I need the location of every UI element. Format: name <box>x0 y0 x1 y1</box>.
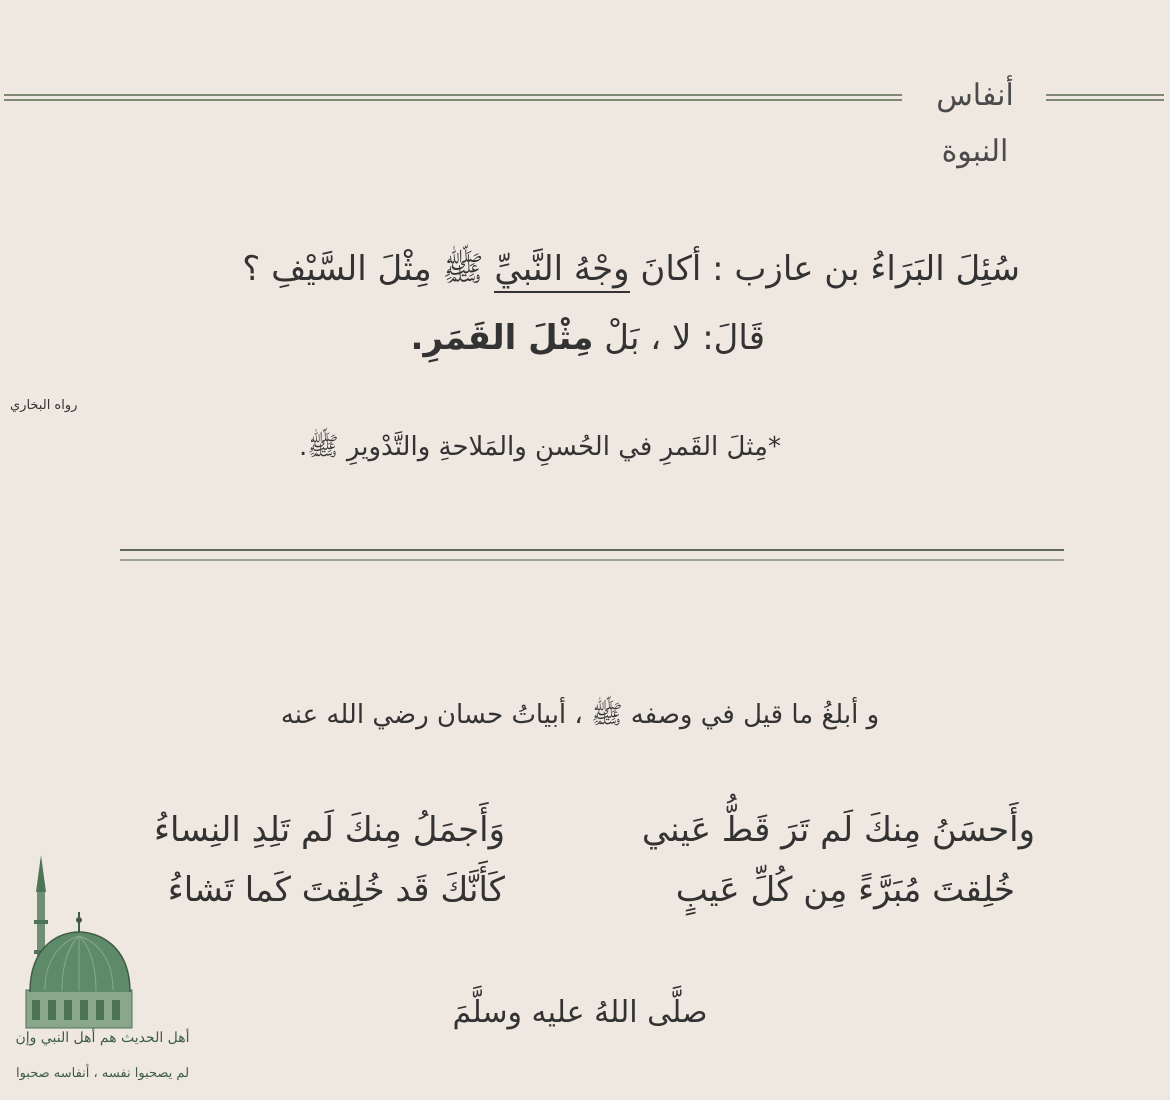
hadith-source: رواه البخاري <box>10 398 78 413</box>
verse-2-right: خُلِقتَ مُبَرَّءً مِن كُلِّ عَيبٍ <box>675 870 1015 910</box>
closing-salutation: صلَّى اللهُ عليه وسلَّمَ <box>452 995 708 1030</box>
hadith-line-2 <box>120 318 765 358</box>
hadith-line-1-underlined: وجْهُ النَّبيِّ <box>494 249 629 293</box>
hadith-line-1-start: سُئِلَ البَرَاءُ بن عازب : أكانَ <box>629 249 1020 289</box>
brand-title: أنفاس النبوة <box>936 78 1014 169</box>
header-rule-left <box>4 94 902 101</box>
verse-1-right: وأَحسَنُ مِنكَ لَم تَرَ قَطُّ عَيني <box>641 810 1035 850</box>
header-rule-right <box>1046 94 1164 101</box>
hadith-line-2-bold: مِثْلَ القَمَرِ. <box>410 318 594 358</box>
section-divider <box>120 549 1064 561</box>
hadith-line-1 <box>120 248 1020 297</box>
hadith-note: *مِثلَ القَمرِ في الحُسنِ والمَلاحةِ والتَّدْويرِ ﷺ. <box>298 432 781 462</box>
poem-intro: و أبلغُ ما قيل في وصفه ﷺ ، أبياتُ حسان رضي الله عنه <box>280 700 880 730</box>
hadith-line-1-end: ﷺ مِثْلَ السَّيْفِ ؟ <box>242 249 495 289</box>
verse-1-left: وَأَجمَلُ مِنكَ لَم تَلِدِ النِساءُ <box>154 810 505 850</box>
badge-caption-line-2: لم يصحبوا نفسه ، أنفاسه صحبوا <box>15 1066 190 1081</box>
verse-2-left: كَأَنَّكَ قَد خُلِقتَ كَما تَشاءُ <box>167 870 505 910</box>
hadith-line-2-start: قَالَ: لا ، بَلْ <box>593 318 765 358</box>
badge-caption-line-1: أهل الحديث هم أهل النبي وإن <box>15 1030 190 1046</box>
green-dome-illustration <box>10 850 140 1035</box>
